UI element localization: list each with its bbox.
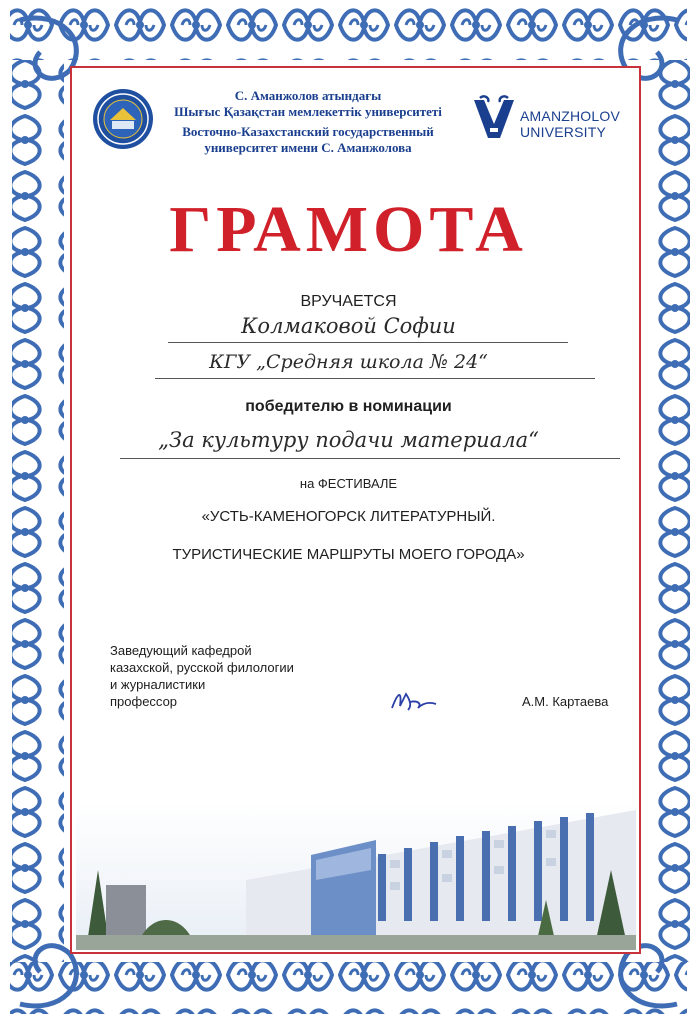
header-kz-line2: Шығыс Қазақстан мемлекеттік университеті bbox=[174, 104, 442, 119]
nomination-underline bbox=[120, 458, 620, 459]
awarded-label: ВРУЧАЕТСЯ bbox=[300, 293, 397, 310]
festival-title-line2: ТУРИСТИЧЕСКИЕ МАРШРУТЫ МОЕГО ГОРОДА» bbox=[172, 546, 525, 563]
signatory-line1: Заведующий кафедрой bbox=[110, 643, 252, 658]
recipient-name-underline bbox=[168, 342, 568, 343]
signatory-position bbox=[110, 642, 294, 710]
brand-line2: UNIVERSITY bbox=[520, 124, 607, 140]
signatory-line3: и журналистики bbox=[110, 677, 206, 692]
university-building-image bbox=[76, 800, 636, 950]
university-seal-icon bbox=[92, 88, 154, 150]
header-ru-line1: Восточно-Казахстанский государственный bbox=[182, 124, 434, 139]
header-kz-line1: С. Аманжолов атындағы bbox=[234, 88, 382, 103]
signatory-name: А.М. Картаева bbox=[522, 694, 609, 709]
recipient-name: Колмаковой Софии bbox=[241, 314, 456, 338]
recipient-school: КГУ „Средняя школа № 24“ bbox=[209, 351, 488, 373]
signature-mark bbox=[388, 686, 438, 716]
amanzholov-logo-icon bbox=[470, 94, 518, 142]
festival-title-line1: «УСТЬ-КАМЕНОГОРСК ЛИТЕРАТУРНЫЙ. bbox=[201, 508, 496, 525]
nomination-label: победителю в номинации bbox=[245, 398, 452, 415]
signatory-line4: профессор bbox=[110, 694, 178, 709]
festival-prefix: на ФЕСТИВАЛЕ bbox=[299, 476, 398, 491]
brand-name bbox=[520, 108, 620, 140]
nomination-name: „За культуру подачи материала“ bbox=[158, 428, 539, 452]
brand-line1: AMANZHOLOV bbox=[520, 108, 621, 124]
header-ru-line2: университет имени С. Аманжолова bbox=[204, 140, 412, 155]
recipient-school-underline bbox=[155, 378, 595, 379]
signatory-line2: казахской, русской филологии bbox=[110, 660, 294, 675]
certificate-title: ГРАМОТА bbox=[169, 193, 528, 266]
